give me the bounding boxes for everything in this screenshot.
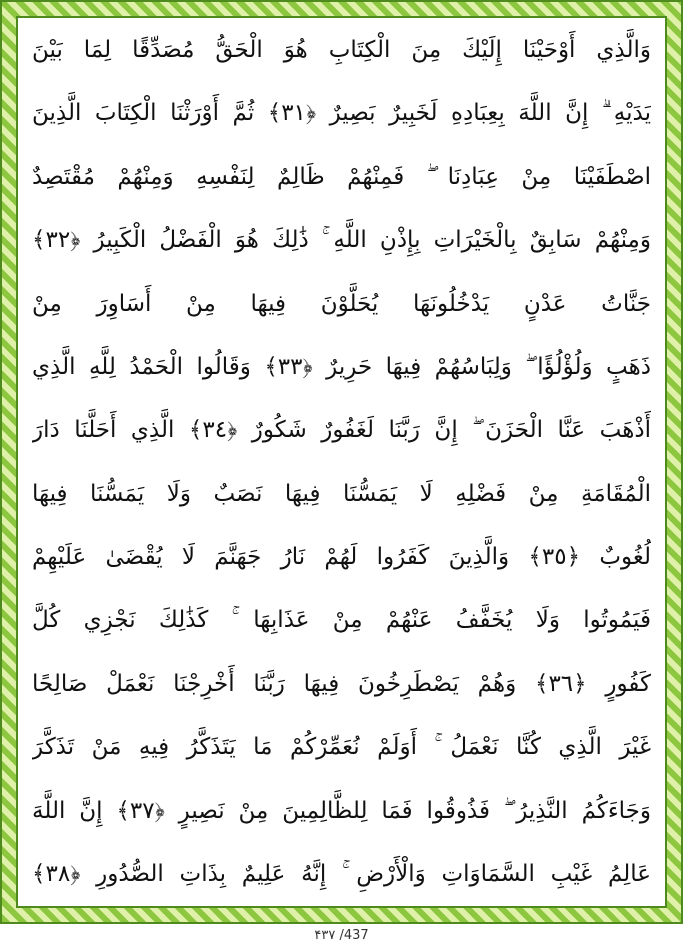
text-line-11: كَفُورٍ ﴿٣٦﴾ وَهُمْ يَصْطَرِخُونَ فِيهَا رَبَّنَا أَخْرِجْنَا نَعْمَلْ صَالِحًا bbox=[32, 670, 651, 697]
text-line-6: ذَهَبٍ وَلُؤْلُؤًا ۖ وَلِبَاسُهُمْ فِيهَا حَرِيرٌ ﴿٣٣﴾ وَقَالُوا الْحَمْدُ لِلَّهِ الَّذِي bbox=[32, 353, 651, 380]
text-line-2: يَدَيْهِ ۗ إِنَّ اللَّهَ بِعِبَادِهِ لَخَبِيرٌ بَصِيرٌ ﴿٣١﴾ ثُمَّ أَوْرَثْنَا الْكِتَابَ الَّذِينَ bbox=[32, 100, 651, 127]
text-line-3: اصْطَفَيْنَا مِنْ عِبَادِنَا ۖ فَمِنْهُمْ ظَالِمٌ لِنَفْسِهِ وَمِنْهُمْ مُقْتَصِدٌ bbox=[32, 163, 651, 190]
text-line-13: وَجَاءَكُمُ النَّذِيرُ ۖ فَذُوقُوا فَمَا لِلظَّالِمِينَ مِنْ نَصِيرٍ ﴿٣٧﴾ إِنَّ اللَّهَ bbox=[32, 797, 651, 824]
page-number: ۴۳۷ /437 bbox=[314, 928, 369, 943]
text-line-14: عَالِمُ غَيْبِ السَّمَاوَاتِ وَالْأَرْضِ ۚ إِنَّهُ عَلِيمٌ بِذَاتِ الصُّدُورِ ﴿٣٨﴾ bbox=[32, 860, 651, 887]
text-line-5: جَنَّاتُ عَدْنٍ يَدْخُلُونَهَا يُحَلَّوْنَ فِيهَا مِنْ أَسَاوِرَ مِنْ bbox=[32, 290, 651, 317]
text-line-12: غَيْرَ الَّذِي كُنَّا نَعْمَلُ ۚ أَوَلَمْ نُعَمِّرْكُمْ مَا يَتَذَكَّرُ فِيهِ مَنْ تَذَكَّرَ bbox=[32, 734, 651, 761]
text-line-4: وَمِنْهُمْ سَابِقٌ بِالْخَيْرَاتِ بِإِذْنِ اللَّهِ ۚ ذَٰلِكَ هُوَ الْفَضْلُ الْكَبِيرُ ﴿٣٢﴾ bbox=[32, 227, 651, 254]
text-line-9: لُغُوبٌ ﴿٣٥﴾ وَالَّذِينَ كَفَرُوا لَهُمْ نَارُ جَهَنَّمَ لَا يُقْضَىٰ عَلَيْهِمْ bbox=[32, 544, 651, 570]
text-line-1: وَالَّذِي أَوْحَيْنَا إِلَيْكَ مِنَ الْكِتَابِ هُوَ الْحَقُّ مُصَدِّقًا لِمَا بَيْنَ bbox=[32, 37, 651, 63]
text-line-8: الْمُقَامَةِ مِنْ فَضْلِهِ لَا يَمَسُّنَا فِيهَا نَصَبٌ وَلَا يَمَسُّنَا فِيهَا bbox=[32, 480, 651, 507]
text-line-7: أَذْهَبَ عَنَّا الْحَزَنَ ۖ إِنَّ رَبَّنَا لَغَفُورٌ شَكُورٌ ﴿٣٤﴾ الَّذِي أَحَلَّنَا دَارَ bbox=[32, 417, 651, 444]
text-line-10: فَيَمُوتُوا وَلَا يُخَفَّفُ عَنْهُمْ مِنْ عَذَابِهَا ۚ كَذَٰلِكَ نَجْزِي كُلَّ bbox=[32, 607, 651, 634]
quran-text-block bbox=[32, 28, 651, 896]
text-panel bbox=[16, 16, 667, 908]
